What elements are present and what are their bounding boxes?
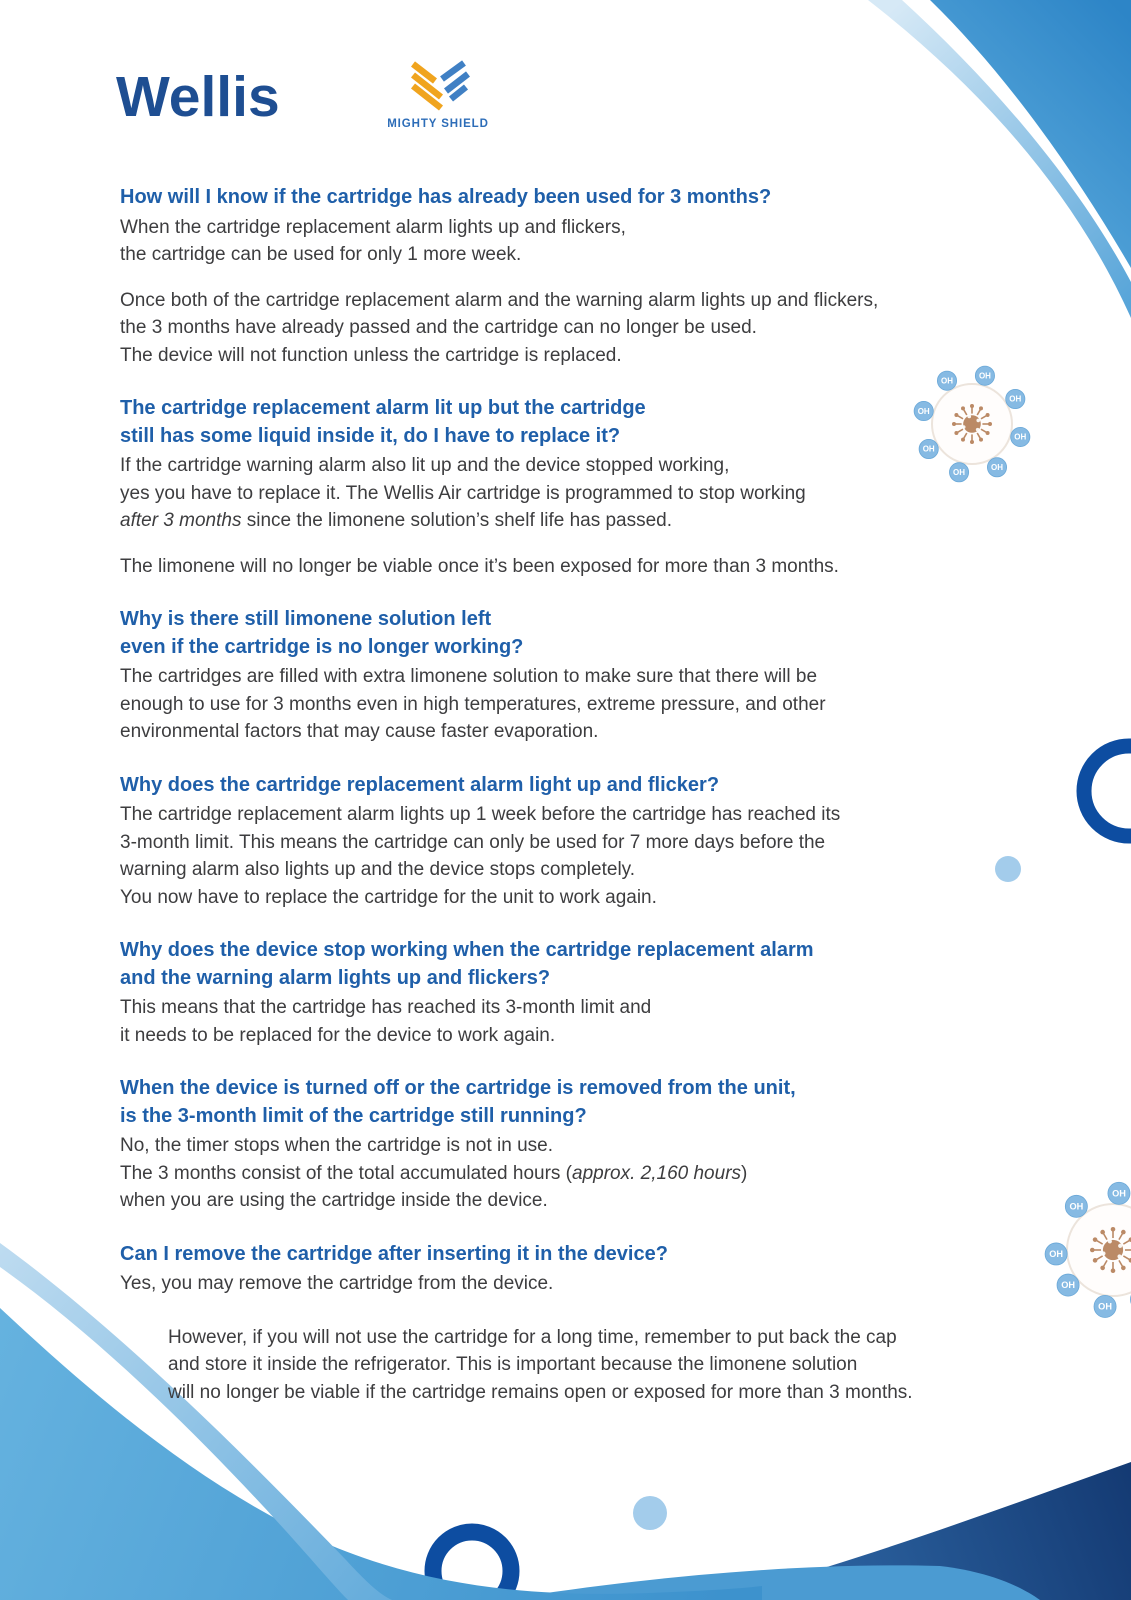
- faq-answer-line: [120, 214, 1010, 242]
- faq-item: [120, 937, 1010, 1049]
- faq-answer-paragraph: [120, 214, 1010, 269]
- faq-answer-line: [120, 663, 1010, 691]
- faq-answer-text: will no longer be viable if the cartridge remains open or exposed for more than 3 months.: [168, 1381, 913, 1403]
- faq-answer-line: [120, 884, 1010, 912]
- faq-question: [120, 1241, 1010, 1269]
- faq-answer-line: [120, 314, 1010, 342]
- faq-item: [120, 772, 1010, 912]
- faq-answer-text: since the limonene solution’s shelf life has passed.: [241, 510, 673, 531]
- oh-label: OH: [978, 371, 991, 381]
- faq-item: [120, 606, 1010, 746]
- faq-answer-text: when you are using the cartridge inside the device.: [120, 1190, 548, 1211]
- faq-question-line: How will I know if the cartridge has already been used for 3 months?: [120, 186, 772, 208]
- oh-radical-bubble: [1065, 1195, 1087, 1217]
- faq-question-line: Why is there still limonene solution left: [120, 608, 492, 630]
- faq-answer-text: yes you have to replace it. The Wellis Air cartridge is programmed to stop working: [120, 482, 806, 504]
- faq-list: [120, 184, 1010, 1432]
- faq-answer-text: When the cartridge replacement alarm lights up and flickers,: [120, 216, 626, 238]
- oh-radical-bubble: [1108, 1182, 1130, 1204]
- oh-label: OH: [1112, 1188, 1126, 1199]
- faq-answer-line: [120, 553, 1010, 581]
- mighty-shield-label: MIGHTY SHIELD: [387, 118, 489, 130]
- faq-item: [120, 184, 1010, 369]
- wellis-logo: Wellis: [116, 65, 280, 129]
- faq-answer-line: [120, 507, 1010, 535]
- faq-question-line: Why does the cartridge replacement alarm light up and flicker?: [120, 773, 720, 796]
- faq-answer-text: 3-month limit. This means the cartridge can only be used for 7 more days before the: [120, 831, 826, 853]
- faq-answer-line: [120, 801, 1010, 829]
- faq-question-line: Can I remove the cartridge after inserting it in the device?: [120, 1242, 668, 1265]
- right-ring-decoration: [1084, 746, 1131, 836]
- faq-item: [120, 395, 1010, 580]
- mighty-shield-logo: [386, 60, 490, 130]
- faq-question-line: The cartridge replacement alarm lit up but the cartridge: [120, 397, 646, 419]
- faq-answer-paragraph: [120, 994, 1010, 1049]
- faq-answer-line: [168, 1324, 1010, 1352]
- oh-label: OH: [1061, 1280, 1075, 1291]
- faq-answer-text: The cartridge replacement alarm lights up 1 week before the cartridge has reached its: [120, 804, 841, 825]
- faq-answer-line: [120, 994, 1010, 1022]
- faq-answer-line: [120, 287, 1010, 315]
- faq-answer-paragraph: [120, 1132, 1010, 1215]
- oh-radical-bubble: [1045, 1243, 1067, 1265]
- faq-answer-text: The device will not function unless the cartridge is replaced.: [120, 344, 622, 366]
- shield-blue-stripes: [442, 63, 468, 99]
- faq-question: [120, 395, 1010, 450]
- hydroxyl-molecule-graphic: [1045, 1182, 1131, 1317]
- faq-answer-line: [120, 452, 1010, 480]
- faq-answer-text: However, if you will not use the cartridge for a long time, remember to put back the cap: [168, 1326, 897, 1348]
- faq-question: [120, 772, 1010, 800]
- faq-answer-text: The limonene will no longer be viable once it’s been exposed for more than 3 months.: [120, 555, 839, 577]
- faq-answer-text: ): [741, 1162, 748, 1184]
- faq-answer-text: No, the timer stops when the cartridge is not in use.: [120, 1135, 553, 1156]
- oh-radical-bubble: [1094, 1295, 1116, 1317]
- faq-answer-paragraph: [120, 452, 1010, 535]
- faq-answer-paragraph: [120, 801, 1010, 911]
- faq-answer-line: [168, 1351, 1010, 1379]
- faq-answer-line: [120, 829, 1010, 857]
- faq-answer-text: warning alarm also lights up and the device stops completely.: [120, 859, 636, 880]
- faq-answer-paragraph: [168, 1324, 1010, 1407]
- oh-label: OH: [1049, 1249, 1064, 1260]
- oh-label: OH: [953, 468, 966, 478]
- faq-question: [120, 1075, 1010, 1130]
- faq-answer-line: [120, 1270, 1010, 1298]
- oh-label: OH: [1014, 432, 1027, 442]
- faq-answer-text: enough to use for 3 months even in high temperatures, extreme pressure, and other: [120, 693, 826, 715]
- faq-question: [120, 184, 1010, 212]
- mighty-shield-icon: [404, 60, 472, 112]
- oh-label: OH: [1009, 394, 1022, 404]
- bottom-dot-decoration: [633, 1496, 667, 1530]
- faq-item: [120, 1241, 1010, 1407]
- faq-answer-text: If the cartridge warning alarm also lit up and the device stopped working,: [120, 455, 730, 476]
- faq-answer-text: the 3 months have already passed and the cartridge can no longer be used.: [120, 317, 757, 338]
- faq-answer-line: [168, 1379, 1010, 1407]
- faq-item: [120, 1075, 1010, 1215]
- faq-answer-text: The cartridges are filled with extra limonene solution to make sure that there will be: [120, 666, 818, 687]
- faq-answer-line: [120, 856, 1010, 884]
- faq-question-line: and the warning alarm lights up and flickers?: [120, 966, 551, 989]
- shield-yellow-stripes: [413, 64, 441, 108]
- faq-question-line: When the device is turned off or the cartridge is removed from the unit,: [120, 1077, 796, 1099]
- faq-answer-line: [120, 480, 1010, 508]
- oh-radical-bubble: [1011, 427, 1030, 446]
- oh-label: OH: [1069, 1201, 1084, 1212]
- faq-answer-line: [120, 718, 1010, 746]
- faq-answer-text: and store it inside the refrigerator. This is important because the limonene solution: [168, 1354, 858, 1375]
- faq-answer-line: [120, 1132, 1010, 1160]
- faq-question-line: even if the cartridge is no longer working?: [120, 635, 524, 658]
- faq-answer-line: [120, 241, 1010, 269]
- faq-question-line: is the 3-month limit of the cartridge still running?: [120, 1104, 587, 1127]
- faq-answer-line: [120, 1160, 1010, 1188]
- faq-answer-line: [120, 342, 1010, 370]
- faq-answer-paragraph: [120, 287, 1010, 370]
- faq-answer-paragraph: [120, 663, 1010, 746]
- oh-label: OH: [917, 406, 930, 416]
- faq-answer-text: Once both of the cartridge replacement alarm and the warning alarm lights up and flickers,: [120, 289, 879, 311]
- faq-answer-text: Yes, you may remove the cartridge from the device.: [120, 1273, 554, 1294]
- faq-answer-text: after 3 months: [120, 510, 242, 531]
- faq-answer-text: You now have to replace the cartridge for the unit to work again.: [120, 886, 657, 908]
- faq-question-line: Why does the device stop working when the cartridge replacement alarm: [120, 939, 814, 961]
- faq-answer-line: [120, 691, 1010, 719]
- oh-radical-bubble: [1057, 1274, 1079, 1296]
- faq-answer-line: [120, 1022, 1010, 1050]
- faq-answer-paragraph: [120, 553, 1010, 581]
- oh-label: OH: [922, 444, 935, 454]
- faq-question: [120, 606, 1010, 661]
- faq-answer-text: This means that the cartridge has reached its 3-month limit and: [120, 997, 652, 1018]
- faq-answer-text: environmental factors that may cause faster evaporation.: [120, 721, 599, 742]
- faq-answer-text: the cartridge can be used for only 1 more week.: [120, 244, 522, 265]
- faq-answer-text: approx. 2,160 hours: [572, 1162, 742, 1184]
- faq-answer-line: [120, 1187, 1010, 1215]
- oh-label: OH: [991, 463, 1003, 473]
- faq-answer-text: The 3 months consist of the total accumulated hours (: [120, 1162, 573, 1184]
- faq-question-line: still has some liquid inside it, do I have to replace it?: [120, 424, 621, 447]
- faq-answer-paragraph: [120, 1270, 1010, 1298]
- oh-label: OH: [1098, 1301, 1112, 1312]
- faq-answer-text: it needs to be replaced for the device to work again.: [120, 1024, 556, 1046]
- faq-question: [120, 937, 1010, 992]
- oh-label: OH: [941, 376, 953, 386]
